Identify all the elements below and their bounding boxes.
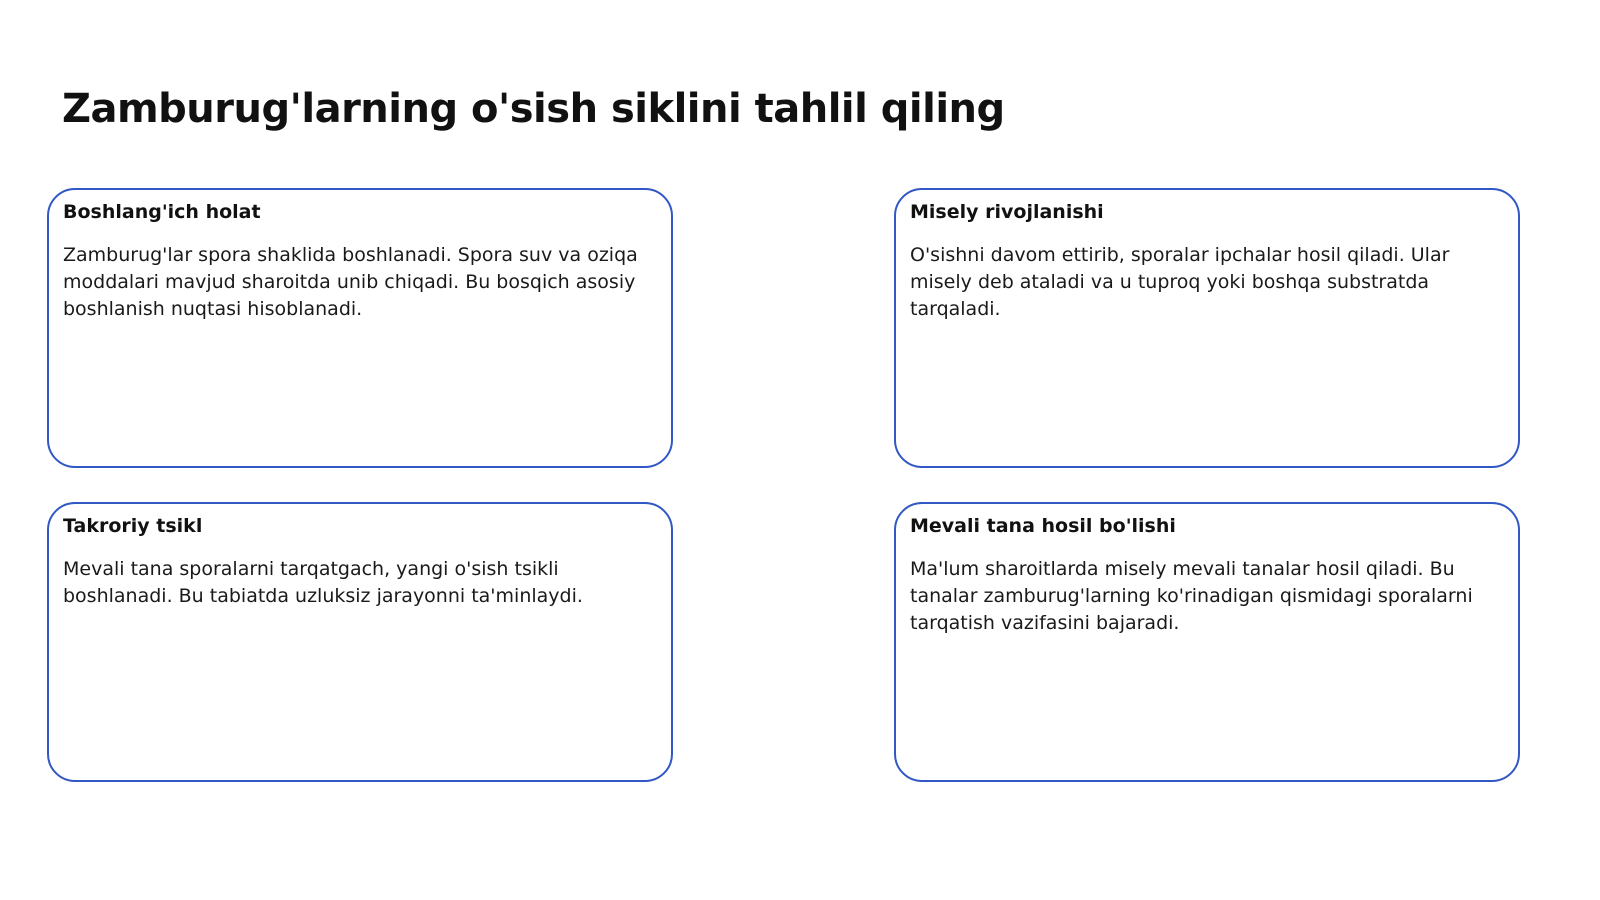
card-text: Zamburug'lar spora shaklida boshlanadi. Spora suv va oziqa moddalari mavjud sharoitda unib chiqadi. Bu bosqich asosiy boshlanish nuqtasi hisoblanadi. [63, 244, 638, 320]
card-text: O'sishni davom ettirib, sporalar ipchalar hosil qiladi. Ular misely deb ataladi va u tuproq yoki boshqa substratda tarqaladi. [910, 244, 1450, 320]
card-repeated-cycle [47, 502, 673, 782]
card-heading: Misely rivojlanishi [910, 201, 1104, 223]
card-heading: Mevali tana hosil bo'lishi [910, 515, 1176, 537]
card-mycelium-development [894, 188, 1520, 468]
card-text: Mevali tana sporalarni tarqatgach, yangi o'sish tsikli boshlanadi. Bu tabiatda uzluksiz jarayonni ta'minlaydi. [63, 558, 583, 607]
card-initial-state [47, 188, 673, 468]
card-fruiting-body [894, 502, 1520, 782]
card-text: Ma'lum sharoitlarda misely mevali tanalar hosil qiladi. Bu tanalar zamburug'larning ko'rinadigan qismidagi sporalarni tarqatish vazifasini bajaradi. [910, 558, 1473, 634]
card-heading: Takroriy tsikl [63, 515, 203, 537]
card-heading: Boshlang'ich holat [63, 201, 261, 223]
slide-title: Zamburug'larning o'sish siklini tahlil qiling [62, 86, 1005, 132]
